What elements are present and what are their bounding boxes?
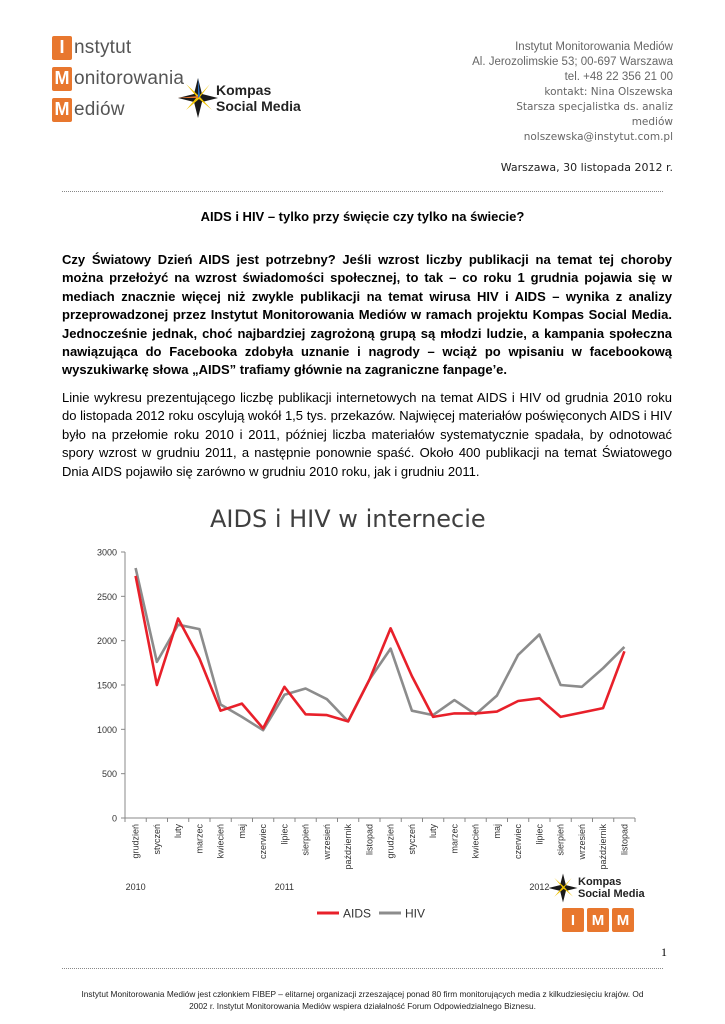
- page-number: 1: [661, 945, 667, 959]
- x-tick-label: lipiec: [534, 824, 545, 845]
- imm-word: onitorowania: [74, 67, 185, 89]
- imm-word: ediów: [74, 98, 125, 120]
- footer-note: [40, 988, 685, 1012]
- legend-label: HIV: [405, 906, 426, 921]
- y-tick-label: 3000: [96, 547, 117, 558]
- x-tick-label: sierpień: [300, 824, 311, 856]
- x-tick-label: kwiecień: [215, 824, 226, 859]
- year-label: 2012: [529, 882, 550, 892]
- ksm-logo-line: Social Media: [578, 888, 645, 900]
- x-tick-label: maj: [491, 824, 502, 839]
- ksm-logo-text: [216, 82, 301, 114]
- chart-logo: [548, 872, 658, 936]
- footer-line: 2002 r. Instytut Monitorowania Mediów wspiera działalność Forum Odpowiedzialnego Biznesu.: [189, 1001, 536, 1011]
- x-tick-label: lipiec: [279, 824, 290, 845]
- ksm-logo-line: Kompas: [216, 82, 272, 98]
- article-title: AIDS i HIV – tylko przy święcie czy tylko na świecie?: [200, 209, 525, 224]
- contact-org: Instytut Monitorowania Mediów: [515, 41, 673, 53]
- imm-word: nstytut: [74, 36, 132, 58]
- kompas-social-media-logo: [178, 76, 328, 120]
- y-tick-label: 2000: [96, 636, 117, 647]
- imm-letter: M: [52, 67, 72, 91]
- divider: [62, 968, 663, 969]
- contact-role: mediów: [631, 116, 673, 128]
- x-tick-label: wrzesień: [321, 824, 332, 860]
- imm-mini-logo: [562, 908, 634, 932]
- y-tick-label: 2500: [96, 591, 117, 602]
- contact-phone: tel. +48 22 356 21 00: [564, 71, 673, 83]
- year-label: 2010: [125, 882, 146, 892]
- imm-letter: I: [52, 36, 72, 60]
- ksm-logo-text: [578, 876, 645, 900]
- imm-logo-row: [52, 65, 184, 92]
- article-lead: Czy Światowy Dzień AIDS jest potrzebny? Jeśli wzrost liczby publikacji na temat tej choroby można przełożyć na wzrost świadomości społecznej, to tak – co roku 1 grudnia pojawia się w mediach znacznie więcej niż zwykle publikacji na temat wirusa HIV i AIDS – wynika z analizy przeprowadzonej przez Instytut Monitorowania Mediów w ramach projektu Kompas Social Media. Jednocześnie jednak, choć najbardziej zagrożoną grupą są młodzi ludzie, a kampania społeczna nawiązująca do Facebooka zdobyła uznanie i nagrody – wciąż po wpisaniu w facebookową wyszukiwarkę słowa „AIDS” trafiamy głównie na zagraniczne fanpage’e.: [62, 252, 672, 378]
- y-tick-label: 1000: [96, 724, 117, 735]
- imm-letter: M: [52, 98, 72, 122]
- x-tick-label: czerwiec: [258, 824, 269, 860]
- contact-person: kontakt: Nina Olszewska: [544, 86, 673, 98]
- x-tick-label: styczeń: [151, 824, 162, 855]
- x-tick-label: wrzesień: [576, 824, 587, 860]
- series-line-aids: [136, 576, 625, 729]
- compass-star-icon: [548, 872, 578, 904]
- imm-letter: I: [562, 908, 584, 932]
- article-paragraph: Linie wykresu prezentującego liczbę publikacji internetowych na temat AIDS i HIV od grudnia 2010 roku do listopada 2012 roku oscylują wokół 1,5 tys. przekazów. Najwięcej materiałów poświęconych AIDS i HIV było na przełomie roku 2010 i 2011, później liczba materiałów systematycznie spadała, by odnotować spory wzrost w grudniu 2011, a następnie ponownie spaść. Około 400 publikacji na temat Światowego Dnia AIDS pojawiło się zarówno w grudniu 2010 roku, jak i grudniu 2011.: [62, 390, 672, 479]
- x-tick-label: grudzień: [385, 824, 396, 859]
- series-line-hiv: [136, 568, 625, 730]
- y-tick-label: 500: [101, 769, 117, 780]
- contact-role: Starsza specjalistka ds. analiz: [516, 101, 673, 113]
- compass-star-icon: [178, 76, 218, 120]
- ksm-logo-line: Social Media: [216, 98, 301, 114]
- x-tick-label: listopad: [364, 824, 375, 856]
- x-tick-label: kwiecień: [470, 824, 481, 859]
- contact-block: [472, 40, 673, 145]
- x-tick-label: luty: [173, 824, 184, 839]
- x-tick-label: marzec: [194, 824, 205, 854]
- year-label: 2011: [274, 882, 295, 892]
- contact-address: Al. Jerozolimskie 53; 00-697 Warszawa: [472, 56, 673, 68]
- document-date: Warszawa, 30 listopada 2012 r.: [500, 161, 673, 174]
- x-tick-label: maj: [236, 824, 247, 839]
- divider: [62, 191, 663, 192]
- y-tick-label: 1500: [96, 680, 117, 691]
- x-tick-label: październik: [598, 824, 609, 870]
- x-tick-label: marzec: [449, 824, 460, 854]
- x-tick-label: styczeń: [406, 824, 417, 855]
- imm-letter: M: [587, 908, 609, 932]
- x-tick-label: luty: [428, 824, 439, 839]
- footer-line: Instytut Monitorowania Mediów jest członkiem FIBEP – elitarnej organizacji zrzeszającej ponad 80 firm monitorujących media z kilkudziesięciu krajów. Od: [81, 989, 644, 999]
- imm-logo-row: [52, 96, 125, 123]
- legend-label: AIDS: [343, 906, 372, 921]
- contact-email[interactable]: nolszewska@instytut.com.pl: [523, 131, 673, 143]
- chart-title: AIDS i HIV w internecie: [210, 505, 486, 533]
- imm-letter: M: [612, 908, 634, 932]
- x-tick-label: październik: [343, 824, 354, 870]
- ksm-logo-line: Kompas: [578, 876, 622, 888]
- y-tick-label: 0: [111, 813, 117, 824]
- x-tick-label: czerwiec: [513, 824, 524, 860]
- imm-logo-row: [52, 34, 131, 61]
- x-tick-label: sierpień: [555, 824, 566, 856]
- x-tick-label: grudzień: [130, 824, 141, 859]
- x-tick-label: listopad: [619, 824, 630, 856]
